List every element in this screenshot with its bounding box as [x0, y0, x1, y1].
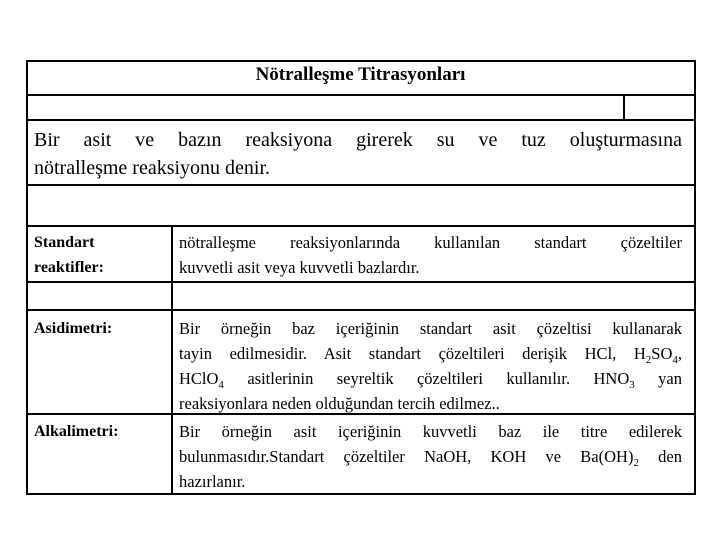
intro-text	[34, 126, 682, 154]
label-alkalimetri: Alkalimetri:	[34, 423, 119, 440]
divider	[26, 94, 696, 96]
text-line: bulunmasıdır.Standart çözeltiler NaOH, KOH ve $Ba(OH)_2$ den	[179, 447, 683, 469]
text-line: HClO$_4$ asitlerinin seyreltik çözeltileri kullanılır. $HNO_3$ yan	[179, 369, 682, 391]
text-line: Bir örneğin baz içeriğinin standart asit çözeltisi kullanarak	[179, 319, 682, 338]
text-line: Bir örneğin asit içeriğinin kuvvetli baz ile titre edilerek	[179, 422, 682, 441]
row-divider	[26, 309, 696, 311]
divider	[623, 95, 625, 120]
row-divider	[26, 281, 696, 283]
divider	[26, 119, 696, 121]
column-divider	[171, 225, 173, 495]
text-line: reaksiyonlara neden olduğundan tercih edilmez..	[179, 394, 500, 413]
page-title: Nötralleşme Titrasyonları	[255, 64, 466, 85]
text-line: nötralleşme reaksiyonlarında kullanılan standart çözeltiler	[179, 233, 682, 252]
divider	[26, 184, 696, 186]
label-line: reaktifler:	[34, 259, 104, 276]
intro-line: Bir asit ve bazın reaksiyona girerek su ve tuz oluşturmasına	[34, 129, 682, 151]
definition-standart-reaktifler	[179, 230, 682, 280]
definition-alkalimetri	[179, 419, 682, 494]
text-line: kuvvetli asit veya kuvvetli bazlardır.	[179, 258, 420, 277]
label-standart-reaktifler	[34, 230, 164, 280]
label-line: Standart	[34, 234, 95, 251]
label-asidimetri: Asidimetri:	[34, 320, 113, 337]
intro-text-line2: nötralleşme reaksiyonu denir.	[34, 157, 271, 179]
text-line: tayin edilmesidir. Asit standart çözeltileri derişik HCl, $H_2SO_4$,	[179, 344, 682, 366]
text-line: hazırlanır.	[179, 472, 246, 491]
definition-asidimetri	[179, 316, 682, 416]
